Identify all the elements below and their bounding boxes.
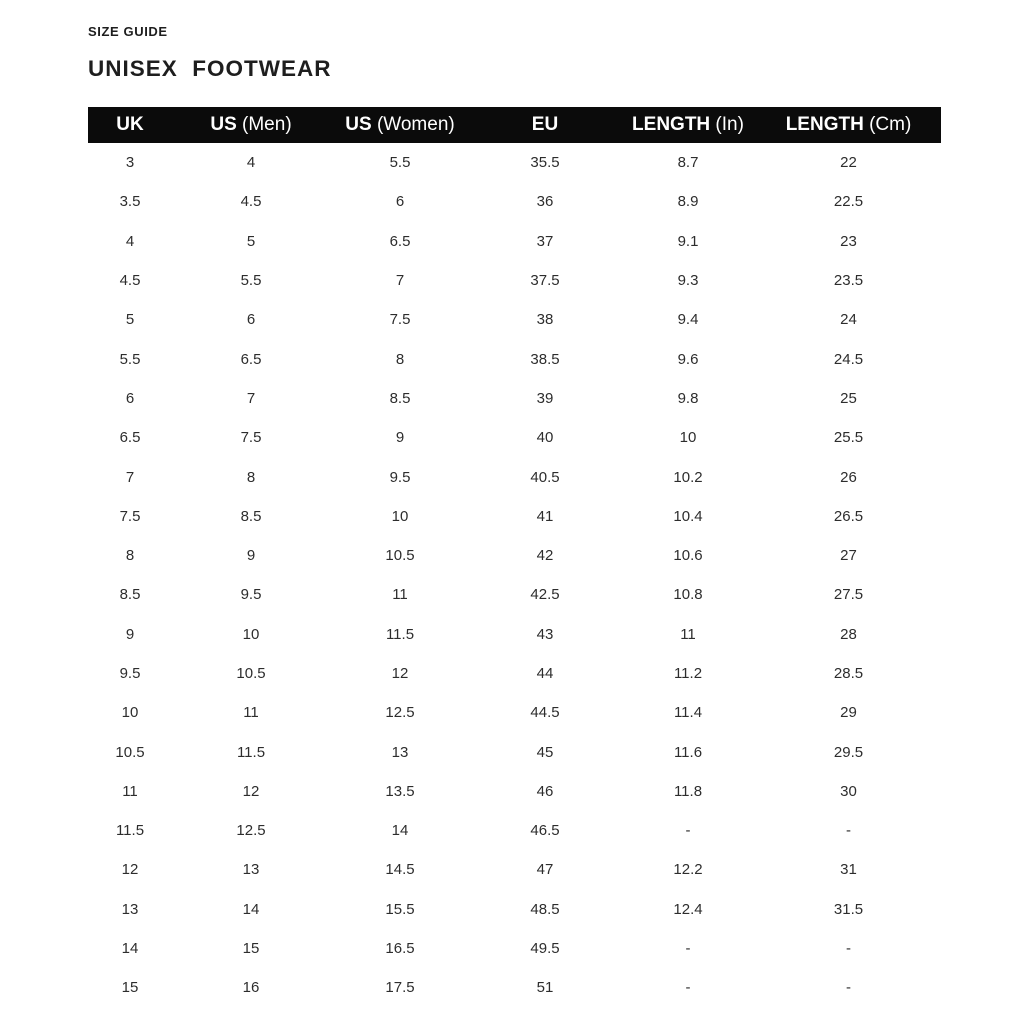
size-cell: 12.4 xyxy=(673,900,703,918)
size-cell: 16 xyxy=(242,979,260,997)
size-cell: 42.5 xyxy=(530,586,560,604)
size-cell: 5.5 xyxy=(240,272,262,290)
size-cell: 37 xyxy=(536,232,554,250)
size-cell: 25.5 xyxy=(833,429,864,447)
table-row xyxy=(88,261,941,300)
table-row xyxy=(88,850,941,889)
size-cell: 9.6 xyxy=(677,350,699,368)
size-cell: 28.5 xyxy=(833,665,864,682)
size-cell: 12.5 xyxy=(385,704,415,722)
size-cell: 10.5 xyxy=(115,743,145,761)
size-cell: 6 xyxy=(395,193,405,211)
size-cell: 9 xyxy=(395,429,405,447)
size-cell: 10 xyxy=(242,625,260,643)
size-cell: 44.5 xyxy=(530,704,560,722)
size-cell: 8 xyxy=(395,350,405,368)
table-row xyxy=(88,300,941,339)
size-cell: 3.5 xyxy=(119,193,141,211)
size-cell: 5.5 xyxy=(389,154,411,172)
size-guide-label: SIZE GUIDE xyxy=(88,24,168,39)
col-header-us-men: US (Men) xyxy=(172,107,330,143)
table-row xyxy=(88,732,941,771)
size-cell: 11.4 xyxy=(673,704,703,722)
size-cell: 43 xyxy=(536,625,554,643)
size-cell: 14.5 xyxy=(385,861,415,879)
size-cell: 9.1 xyxy=(677,232,699,250)
size-cell: 13 xyxy=(242,861,260,879)
size-cell: 8.5 xyxy=(119,586,141,604)
size-cell: - xyxy=(685,940,691,958)
size-cell: 6.5 xyxy=(240,350,262,368)
size-table xyxy=(88,107,941,1008)
size-cell: 12 xyxy=(242,782,260,800)
size-cell: - xyxy=(685,979,691,997)
size-cell: 27 xyxy=(840,547,857,565)
col-header-length-in-label: LENGTH xyxy=(632,114,711,135)
table-row xyxy=(88,615,941,654)
size-cell: 9.8 xyxy=(677,389,699,407)
size-cell: 29.5 xyxy=(833,743,864,761)
size-cell: 11 xyxy=(680,625,696,643)
size-cell: 31.5 xyxy=(833,900,864,918)
size-cell: 37.5 xyxy=(530,272,560,290)
size-cell: 11.2 xyxy=(673,665,703,682)
table-row xyxy=(88,968,941,1007)
size-cell: 4.5 xyxy=(119,272,141,290)
size-cell: 23.5 xyxy=(833,272,864,290)
size-cell: 3 xyxy=(125,154,135,172)
size-cell: 10 xyxy=(121,704,139,722)
size-cell: 9.3 xyxy=(677,272,699,290)
size-cell: 11.5 xyxy=(115,822,145,840)
size-cell: 12 xyxy=(391,665,409,682)
size-cell: 15 xyxy=(242,940,260,958)
size-cell: 41 xyxy=(536,507,554,525)
size-cell: - xyxy=(846,822,851,840)
size-cell: 6.5 xyxy=(119,429,141,447)
size-cell: 40 xyxy=(536,429,554,447)
size-cell: 9 xyxy=(246,547,256,565)
size-cell: 44 xyxy=(536,665,554,682)
size-cell: 12.5 xyxy=(236,822,266,840)
size-cell: 8.5 xyxy=(240,507,262,525)
size-cell: 17.5 xyxy=(385,979,415,997)
col-header-us-men-label: US xyxy=(210,114,237,135)
table-row xyxy=(88,182,941,221)
size-cell: 8.5 xyxy=(389,389,411,407)
size-cell: 10.2 xyxy=(673,468,703,486)
size-cell: 10.6 xyxy=(673,547,703,565)
col-header-us-women-label: US xyxy=(345,114,372,135)
col-header-length-cm-label: LENGTH xyxy=(785,114,864,135)
size-cell: 10.5 xyxy=(236,665,266,682)
size-cell: 27.5 xyxy=(833,586,864,604)
size-cell: 6 xyxy=(246,311,256,329)
size-cell: 15 xyxy=(121,979,139,997)
col-header-uk xyxy=(88,107,172,143)
table-row xyxy=(88,497,941,536)
size-cell: 46 xyxy=(536,782,554,800)
size-table-body xyxy=(88,143,941,1008)
size-cell: 31 xyxy=(840,861,857,879)
size-cell: 30 xyxy=(840,782,857,800)
table-row xyxy=(88,693,941,732)
size-cell: 39 xyxy=(536,389,554,407)
size-cell: 45 xyxy=(536,743,554,761)
size-cell: 14 xyxy=(121,940,139,958)
size-cell: 11.5 xyxy=(236,743,266,761)
table-header-row xyxy=(88,107,941,143)
size-cell: 49.5 xyxy=(530,940,560,958)
col-header-us-women: US (Women) xyxy=(330,107,470,143)
size-cell: 14 xyxy=(242,900,260,918)
table-row xyxy=(88,418,941,457)
size-cell: 8.9 xyxy=(677,193,699,211)
size-cell: 7.5 xyxy=(119,507,141,525)
table-row xyxy=(88,379,941,418)
size-cell: 24 xyxy=(840,311,857,329)
size-cell: - xyxy=(685,822,691,840)
size-cell: 7.5 xyxy=(240,429,262,447)
size-cell: - xyxy=(846,940,851,958)
size-cell: 12 xyxy=(121,861,139,879)
page-title: UNISEX FOOTWEAR xyxy=(88,56,332,81)
size-cell: 8 xyxy=(246,468,256,486)
size-cell: 24.5 xyxy=(833,350,864,368)
size-cell: 48.5 xyxy=(530,900,560,918)
size-cell: 11 xyxy=(392,586,408,604)
size-cell: 9.4 xyxy=(677,311,699,329)
table-row xyxy=(88,811,941,850)
size-cell: 25 xyxy=(840,389,857,407)
table-row xyxy=(88,654,941,693)
size-cell: 12.2 xyxy=(673,861,703,879)
size-cell: 42 xyxy=(536,547,554,565)
size-cell: 47 xyxy=(536,861,554,879)
size-cell: 22.5 xyxy=(833,193,864,211)
size-cell: 11.8 xyxy=(673,782,703,800)
size-cell: 4.5 xyxy=(240,193,262,211)
table-row xyxy=(88,890,941,929)
size-cell: 13 xyxy=(391,743,409,761)
size-cell: 15.5 xyxy=(385,900,415,918)
size-cell: 4 xyxy=(125,232,135,250)
size-cell: 28 xyxy=(840,625,857,643)
size-cell: 26.5 xyxy=(833,507,864,525)
size-cell: 9.5 xyxy=(119,665,141,682)
size-cell: 11 xyxy=(243,704,259,722)
size-cell: 38.5 xyxy=(530,350,560,368)
size-cell: 7 xyxy=(125,468,135,486)
size-cell: 5.5 xyxy=(119,350,141,368)
size-cell: 14 xyxy=(391,822,409,840)
size-cell: 10.4 xyxy=(673,507,703,525)
size-cell: 29 xyxy=(840,704,857,722)
size-cell: 8.7 xyxy=(677,154,699,172)
size-cell: 7.5 xyxy=(389,311,411,329)
size-cell: 11.6 xyxy=(673,743,703,761)
table-row xyxy=(88,575,941,614)
size-cell: 11.5 xyxy=(385,625,415,643)
size-cell: 7 xyxy=(246,389,256,407)
table-row xyxy=(88,222,941,261)
size-cell: 40.5 xyxy=(530,468,560,486)
size-cell: 38 xyxy=(536,311,554,329)
size-cell: 36 xyxy=(536,193,554,211)
table-row xyxy=(88,929,941,968)
size-cell: 5 xyxy=(246,232,256,250)
size-cell: 10 xyxy=(391,507,409,525)
size-cell: 13.5 xyxy=(385,782,415,800)
size-cell: 6 xyxy=(125,389,135,407)
col-header-eu xyxy=(470,107,620,143)
size-cell: 8 xyxy=(125,547,135,565)
size-cell: 26 xyxy=(840,468,857,486)
table-row xyxy=(88,143,941,182)
col-header-length-cm: LENGTH (Cm) xyxy=(756,107,941,143)
size-cell: 7 xyxy=(395,272,405,290)
size-cell: 22 xyxy=(840,154,857,172)
size-cell: 9 xyxy=(125,625,135,643)
col-header-length-in: LENGTH (In) xyxy=(620,107,756,143)
size-cell: 6.5 xyxy=(389,232,411,250)
size-cell: 9.5 xyxy=(389,468,411,486)
size-cell: 10.5 xyxy=(385,547,415,565)
col-header-eu-label: EU xyxy=(531,114,559,135)
size-cell: 16.5 xyxy=(385,940,415,958)
table-row xyxy=(88,772,941,811)
size-cell: 46.5 xyxy=(530,822,560,840)
size-cell: 11 xyxy=(122,782,138,800)
size-cell: 10 xyxy=(679,429,697,447)
size-cell: 10.8 xyxy=(673,586,703,604)
size-cell: 9.5 xyxy=(240,586,262,604)
table-row xyxy=(88,339,941,378)
size-cell: - xyxy=(846,979,851,997)
table-row xyxy=(88,536,941,575)
col-header-uk-label: UK xyxy=(116,114,144,135)
size-cell: 5 xyxy=(125,311,135,329)
size-cell: 4 xyxy=(246,154,256,172)
size-cell: 13 xyxy=(121,900,139,918)
size-cell: 51 xyxy=(536,979,554,997)
size-cell: 23 xyxy=(840,232,857,250)
size-cell: 35.5 xyxy=(530,154,560,172)
table-row xyxy=(88,457,941,496)
